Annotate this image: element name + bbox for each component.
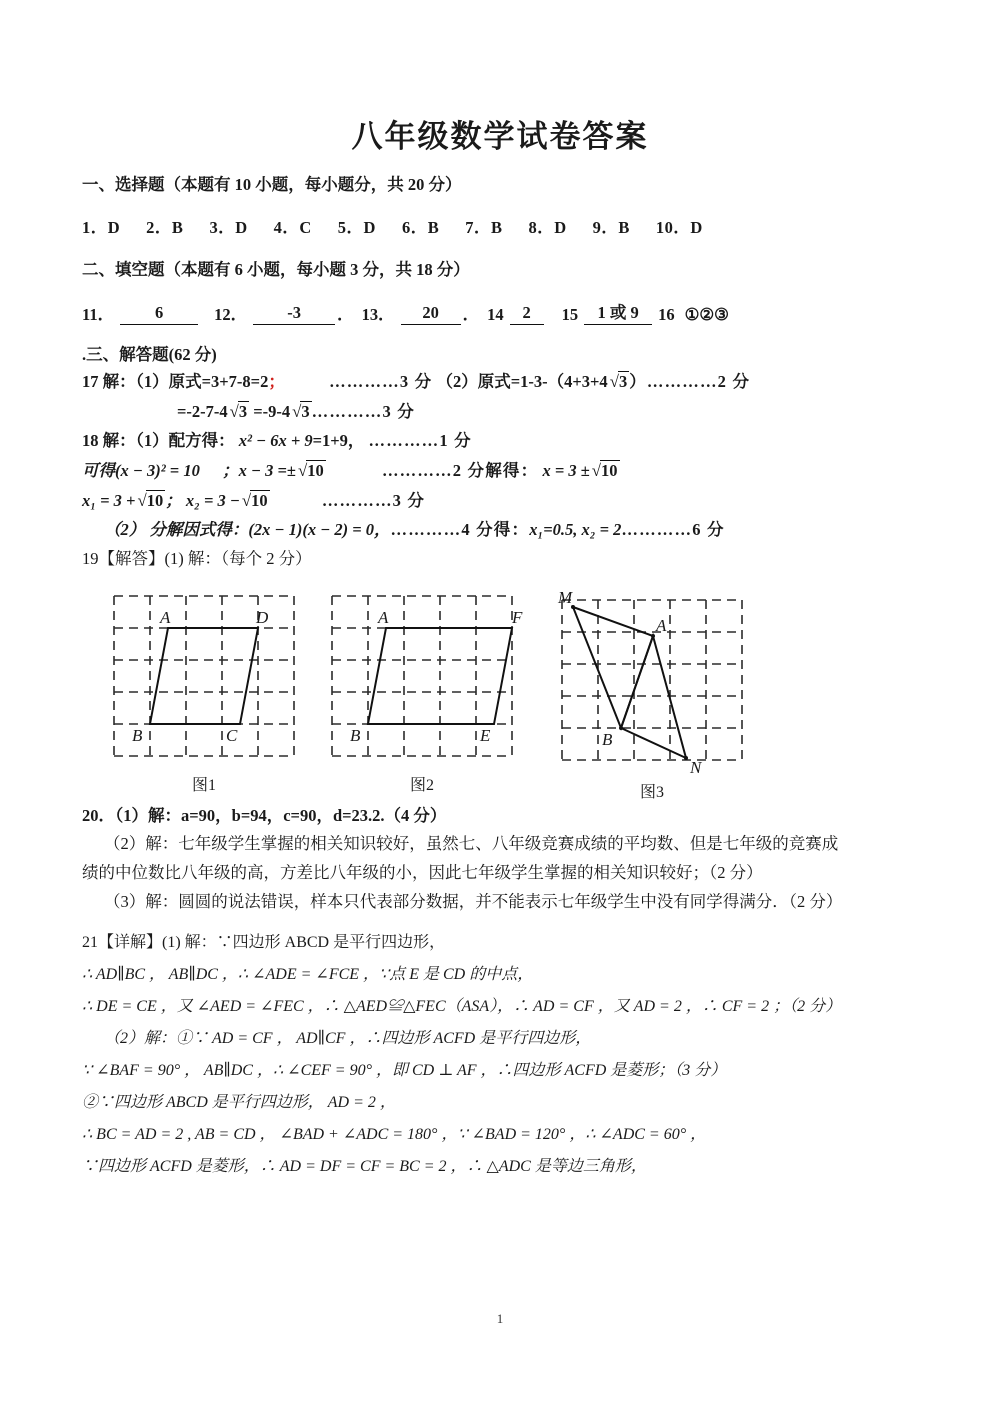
choice-number: 4． (273, 217, 300, 237)
q17-part2-score: ）…………2 分 (629, 372, 751, 392)
blank-label: 16 (658, 304, 675, 324)
question-17-line-2 (82, 397, 918, 427)
figure-1-canvas (104, 586, 304, 769)
choice-item (465, 214, 502, 238)
blank-tail: ． (462, 304, 480, 324)
figure-3-svg (552, 586, 752, 771)
blank-label: 14 (487, 304, 504, 324)
figure-3-label-B: B (602, 729, 613, 749)
choice-number: 3． (209, 217, 236, 237)
sqrt-icon: √10 (137, 490, 164, 510)
choice-item (82, 214, 120, 238)
fill-blank-answers-row (82, 299, 918, 325)
choice-answer: B (490, 217, 503, 237)
q18-l2-score: …………2 分解得： (381, 461, 539, 481)
question-20-line-2: （2）解：七年级学生掌握的相关知识较好，虽然七、八年级竞赛成绩的平均数、但是七年级的竞赛成 (104, 834, 839, 854)
section-heading-fill-blank: 二、填空题（本题有 6 小题，每小题 3 分，共 18 分） (82, 259, 470, 279)
blank-value: -3 (253, 303, 335, 325)
choice-item (146, 214, 183, 238)
choice-number: 9． (592, 217, 619, 237)
choice-number: 1． (82, 217, 108, 237)
figure-1-label-A: A (160, 607, 171, 627)
q17-part2-text: （2）原式=1-3-（4+3+4 (436, 372, 608, 392)
section-heading-choice: 一、选择题（本题有 10 小题，每小题分，共 20 分） (82, 175, 462, 195)
blank-value: 6 (120, 303, 198, 325)
sqrt-icon: √3 (609, 372, 628, 392)
choice-number: 8． (528, 217, 555, 237)
question-21-line-2: ∴ AD∥BC ， AB∥DC ，∴ ∠ADE = ∠FCE ，∵点 E 是 CD 的中点， (82, 966, 534, 984)
q18-l2-c: x = 3 ± (542, 461, 590, 481)
choice-number: 2． (146, 217, 172, 237)
q18-l3-score: …………3 分 (321, 490, 426, 510)
q18-l2-a: 可得(x − 3)² = 10 (82, 461, 200, 481)
choice-item (274, 214, 312, 238)
choice-number: 10． (655, 217, 691, 237)
figure-2-label-B: B (350, 725, 361, 745)
choice-answer: D (235, 217, 248, 237)
figure-3-label-A: A (656, 615, 667, 635)
choice-answer: D (363, 217, 376, 237)
choice-item (656, 214, 703, 238)
sqrt-icon: √10 (241, 490, 268, 510)
choice-answer: D (107, 217, 121, 237)
q18-l4-score2: …………6 分 (621, 519, 725, 539)
choice-answer: C (299, 217, 312, 237)
choice-answer: D (554, 217, 567, 237)
figure-2-label-A: A (378, 607, 389, 627)
figure-3-caption: 图3 (639, 783, 664, 801)
q18-l3-a: x₁ = 3 + (82, 490, 136, 510)
question-18-line-3 (82, 486, 918, 516)
figure-2-label-F: F (512, 607, 523, 627)
question-21-line-4: （2）解：①∵ AD = CF ， AD∥CF ，∴四边形 ACFD 是平行四边形， (104, 1030, 592, 1048)
q18-l1-pre: 18 解：（1）配方得： (82, 431, 235, 451)
question-21-line-3: ∴ DE = CE ，又 ∠AED = ∠FEC ，∴ △AED≌△FEC（ASA），∴ AD = CF ，又 AD = 2 ，∴ CF = 2 ；（2 分） (82, 998, 842, 1016)
figure-2 (322, 586, 522, 795)
q17-line2-score: …………3 分 (311, 402, 415, 422)
choice-number: 6． (401, 217, 428, 237)
question-21-line-1: 21【详解】(1) 解：∵四边形 ABCD 是平行四边形， (82, 934, 446, 952)
question-21-line-5: ∵ ∠BAF = 90° ， AB∥DC ，∴ ∠CEF = 90° ，即 CD ⊥ AF ，∴四边形 ACFD 是菱形；（3 分） (82, 1062, 727, 1080)
choice-number: 7． (465, 217, 491, 237)
blank-label: 12． (214, 304, 248, 324)
q18-l2-b: ；x − 3 =± (222, 461, 296, 481)
q17-line2-a: =-2-7-4 (177, 402, 228, 422)
question-17-line-1 (82, 367, 918, 397)
q17-line2-b: =-9-4 (249, 402, 291, 422)
choice-item (209, 214, 247, 238)
question-21-line-8: ∵四边形 ACFD 是菱形，∴ AD = DF = CF = BC = 2 ，∴ △ADC 是等边三角形， (82, 1158, 647, 1176)
figure-1-label-B: B (132, 725, 143, 745)
choice-answers-row (82, 214, 918, 238)
question-20-line-3: 绩的中位数比八年级的高，方差比八年级的小，因此七年级学生掌握的相关知识较好；（2 分） (82, 863, 763, 883)
question-18-line-4 (82, 516, 918, 545)
figure-1-label-C: C (226, 725, 238, 745)
choice-number: 5． (337, 217, 364, 237)
q17-part1-score: …………3 分 (329, 372, 433, 392)
question-21-line-6: ②∵四边形 ABCD 是平行四边形， AD = 2 ， (82, 1094, 396, 1112)
sqrt-icon: √3 (292, 402, 310, 422)
q18-l1-score: …………1 分 (368, 431, 472, 451)
section-heading-solve: .三、解答题(62 分) (82, 344, 217, 364)
blank-tail: ． (337, 304, 354, 324)
question-21-line-7: ∴ BC = AD = 2 , AB = CD ， ∠BAD + ∠ADC = 180° ，∵ ∠BAD = 120° ，∴ ∠ADC = 60° ， (82, 1126, 707, 1144)
choice-answer: B (618, 217, 630, 237)
question-20-line-4: （3）解：圆圆的说法错误，样本只代表部分数据，并不能表示七年级学生中没有同学得满分．（2 分） (104, 892, 843, 912)
choice-answer: B (427, 217, 440, 237)
q18-l4-a: （2） 分解因式得：(2x − 1)(x − 2) = 0， (104, 519, 391, 539)
q18-l1-math: x² − 6x + 9 (238, 431, 313, 451)
q17-red-semicolon: ； (268, 372, 285, 392)
figure-3-label-M: M (558, 587, 573, 607)
choice-answer: B (171, 217, 184, 237)
blank-label: 11． (82, 304, 115, 324)
page-title: 八年级数学试卷答案 (351, 119, 649, 154)
figure-group (82, 586, 918, 800)
question-20-line-1: 20．（1）解：a=90，b=94，c=90，d=23.2.（4 分） (82, 805, 447, 825)
blank-label: 15 (561, 304, 579, 324)
blank-value: 1 或 9 (584, 299, 652, 325)
blank-value: ①②③ (684, 304, 729, 324)
q18-l4-b: x₁=0.5, x₂ = 2 (529, 519, 622, 539)
choice-item (338, 214, 376, 238)
page-number: 1 (496, 1311, 504, 1326)
question-18-line-1 (82, 427, 918, 456)
blank-value: 20 (401, 303, 461, 325)
question-18-line-2 (82, 456, 918, 486)
figure-2-caption: 图2 (409, 776, 434, 794)
choice-item (528, 214, 566, 238)
choice-answer: D (690, 217, 703, 237)
q17-part1-text: 17 解：（1）原式=3+7-8=2 (82, 372, 269, 392)
blank-value: 2 (510, 303, 544, 325)
q18-l4-score1: …………4 分得： (390, 519, 530, 539)
q18-l3-b: ； x₂ = 3 − (165, 490, 240, 510)
figure-1-label-D: D (256, 607, 269, 627)
question-19-heading: 19【解答】(1) 解：（每个 2 分） (82, 548, 312, 568)
figure-1-caption: 图1 (191, 776, 216, 794)
figure-3-canvas (552, 586, 752, 776)
q18-l1-post: =1+9， (312, 431, 365, 451)
sqrt-icon: √10 (297, 461, 324, 481)
blank-label: 13． (361, 304, 395, 324)
figure-2-canvas (322, 586, 522, 769)
figure-3 (552, 586, 752, 802)
figure-1 (104, 586, 304, 795)
sqrt-icon: √3 (229, 402, 248, 422)
sqrt-icon: √10 (591, 461, 618, 481)
choice-item (593, 214, 630, 238)
choice-item (402, 214, 439, 238)
figure-2-label-E: E (480, 725, 491, 745)
figure-3-label-N: N (690, 757, 702, 777)
